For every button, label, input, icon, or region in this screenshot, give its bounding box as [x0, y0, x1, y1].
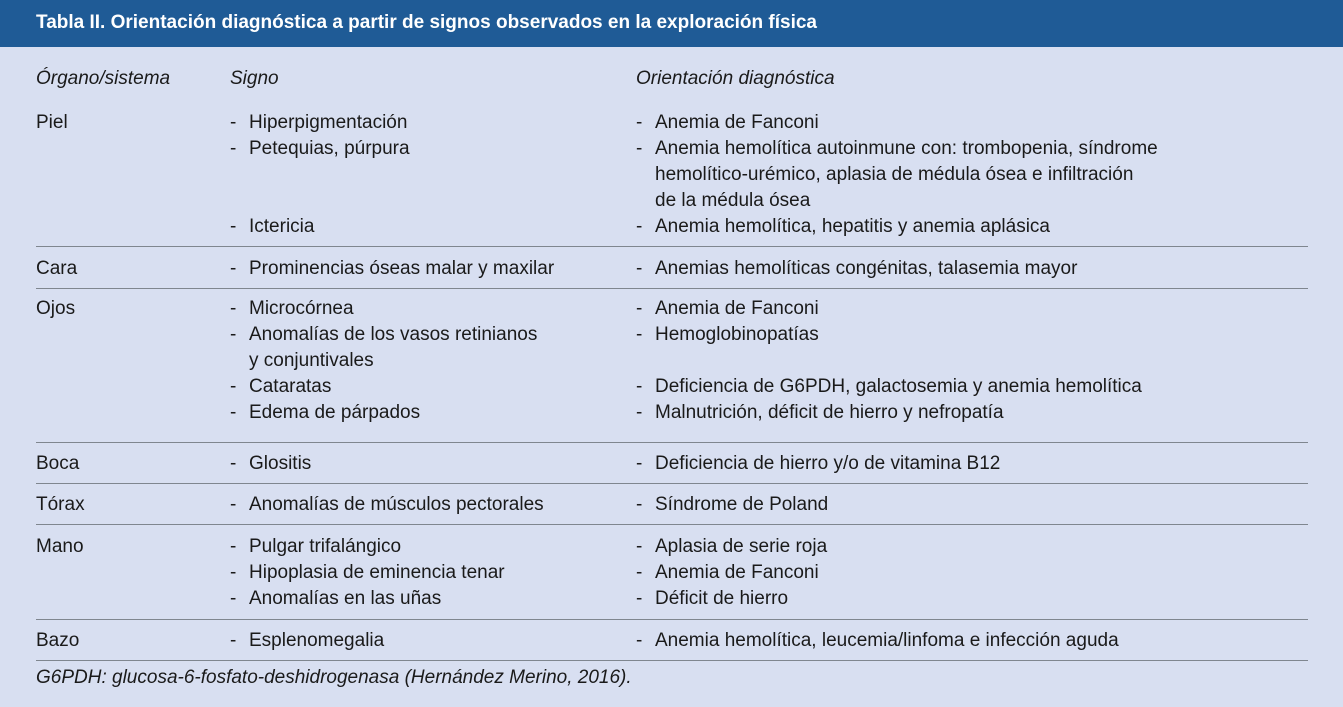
- diagnosis-item: - Deficiencia de G6PDH, galactosemia y anemia hemolítica: [636, 376, 1142, 397]
- row-divider: [36, 288, 1308, 289]
- diagnosis-item: - Anemia hemolítica autoinmune con: trombopenia, síndrome: [636, 138, 1158, 159]
- sign-item: - Microcórnea: [230, 298, 354, 319]
- sign-item: - Ictericia: [230, 216, 315, 237]
- sign-item: - Anomalías en las uñas: [230, 588, 442, 609]
- diagnosis-item: - Síndrome de Poland: [636, 494, 829, 515]
- diagnosis-item: - Anemia hemolítica, leucemia/linfoma e infección aguda: [636, 630, 1119, 651]
- sign-item: - Cataratas: [230, 376, 332, 397]
- row-divider: [36, 660, 1308, 661]
- diagnosis-item: - Anemia de Fanconi: [636, 298, 819, 319]
- diagnosis-item: - Anemia de Fanconi: [636, 562, 819, 583]
- diagnosis-item: - Anemia hemolítica, hepatitis y anemia aplásica: [636, 216, 1050, 237]
- organ-cell: Cara: [36, 258, 78, 279]
- diagnosis-item: - Anemia de Fanconi: [636, 112, 819, 133]
- diagnosis-continuation: hemolítico-urémico, aplasia de médula ósea e infiltración: [655, 164, 1134, 185]
- organ-cell: Mano: [36, 536, 84, 557]
- diagnosis-continuation: de la médula ósea: [655, 190, 811, 211]
- sign-item: - Hiperpigmentación: [230, 112, 408, 133]
- organ-cell: Boca: [36, 453, 80, 474]
- sign-item: - Petequias, púrpura: [230, 138, 410, 159]
- organ-cell: Bazo: [36, 630, 80, 651]
- header-organ: Órgano/sistema: [36, 68, 171, 89]
- sign-continuation: y conjuntivales: [249, 350, 374, 371]
- row-divider: [36, 442, 1308, 443]
- table-title: Tabla II. Orientación diagnóstica a partir de signos observados en la exploración física: [0, 0, 1343, 47]
- diagnosis-item: - Déficit de hierro: [636, 588, 789, 609]
- sign-item: - Esplenomegalia: [230, 630, 385, 651]
- table-footnote: G6PDH: glucosa-6-fosfato-deshidrogenasa (Hernández Merino, 2016).: [36, 667, 632, 688]
- header-sign: Signo: [230, 68, 279, 89]
- organ-cell: Piel: [36, 112, 68, 133]
- header-diagnosis: Orientación diagnóstica: [636, 68, 835, 89]
- row-divider: [36, 246, 1308, 247]
- sign-item: - Anomalías de los vasos retinianos: [230, 324, 538, 345]
- diagnosis-item: - Malnutrición, déficit de hierro y nefropatía: [636, 402, 1004, 423]
- diagnosis-item: - Anemias hemolíticas congénitas, talasemia mayor: [636, 258, 1078, 279]
- sign-item: - Pulgar trifalángico: [230, 536, 402, 557]
- sign-item: - Prominencias óseas malar y maxilar: [230, 258, 555, 279]
- organ-cell: Ojos: [36, 298, 76, 319]
- diagnosis-item: - Aplasia de serie roja: [636, 536, 828, 557]
- diagnosis-item: - Deficiencia de hierro y/o de vitamina B12: [636, 453, 1001, 474]
- row-divider: [36, 619, 1308, 620]
- sign-item: - Glositis: [230, 453, 312, 474]
- sign-item: - Anomalías de músculos pectorales: [230, 494, 544, 515]
- row-divider: [36, 524, 1308, 525]
- sign-item: - Edema de párpados: [230, 402, 421, 423]
- row-divider: [36, 483, 1308, 484]
- sign-item: - Hipoplasia de eminencia tenar: [230, 562, 505, 583]
- organ-cell: Tórax: [36, 494, 85, 515]
- diagnosis-item: - Hemoglobinopatías: [636, 324, 819, 345]
